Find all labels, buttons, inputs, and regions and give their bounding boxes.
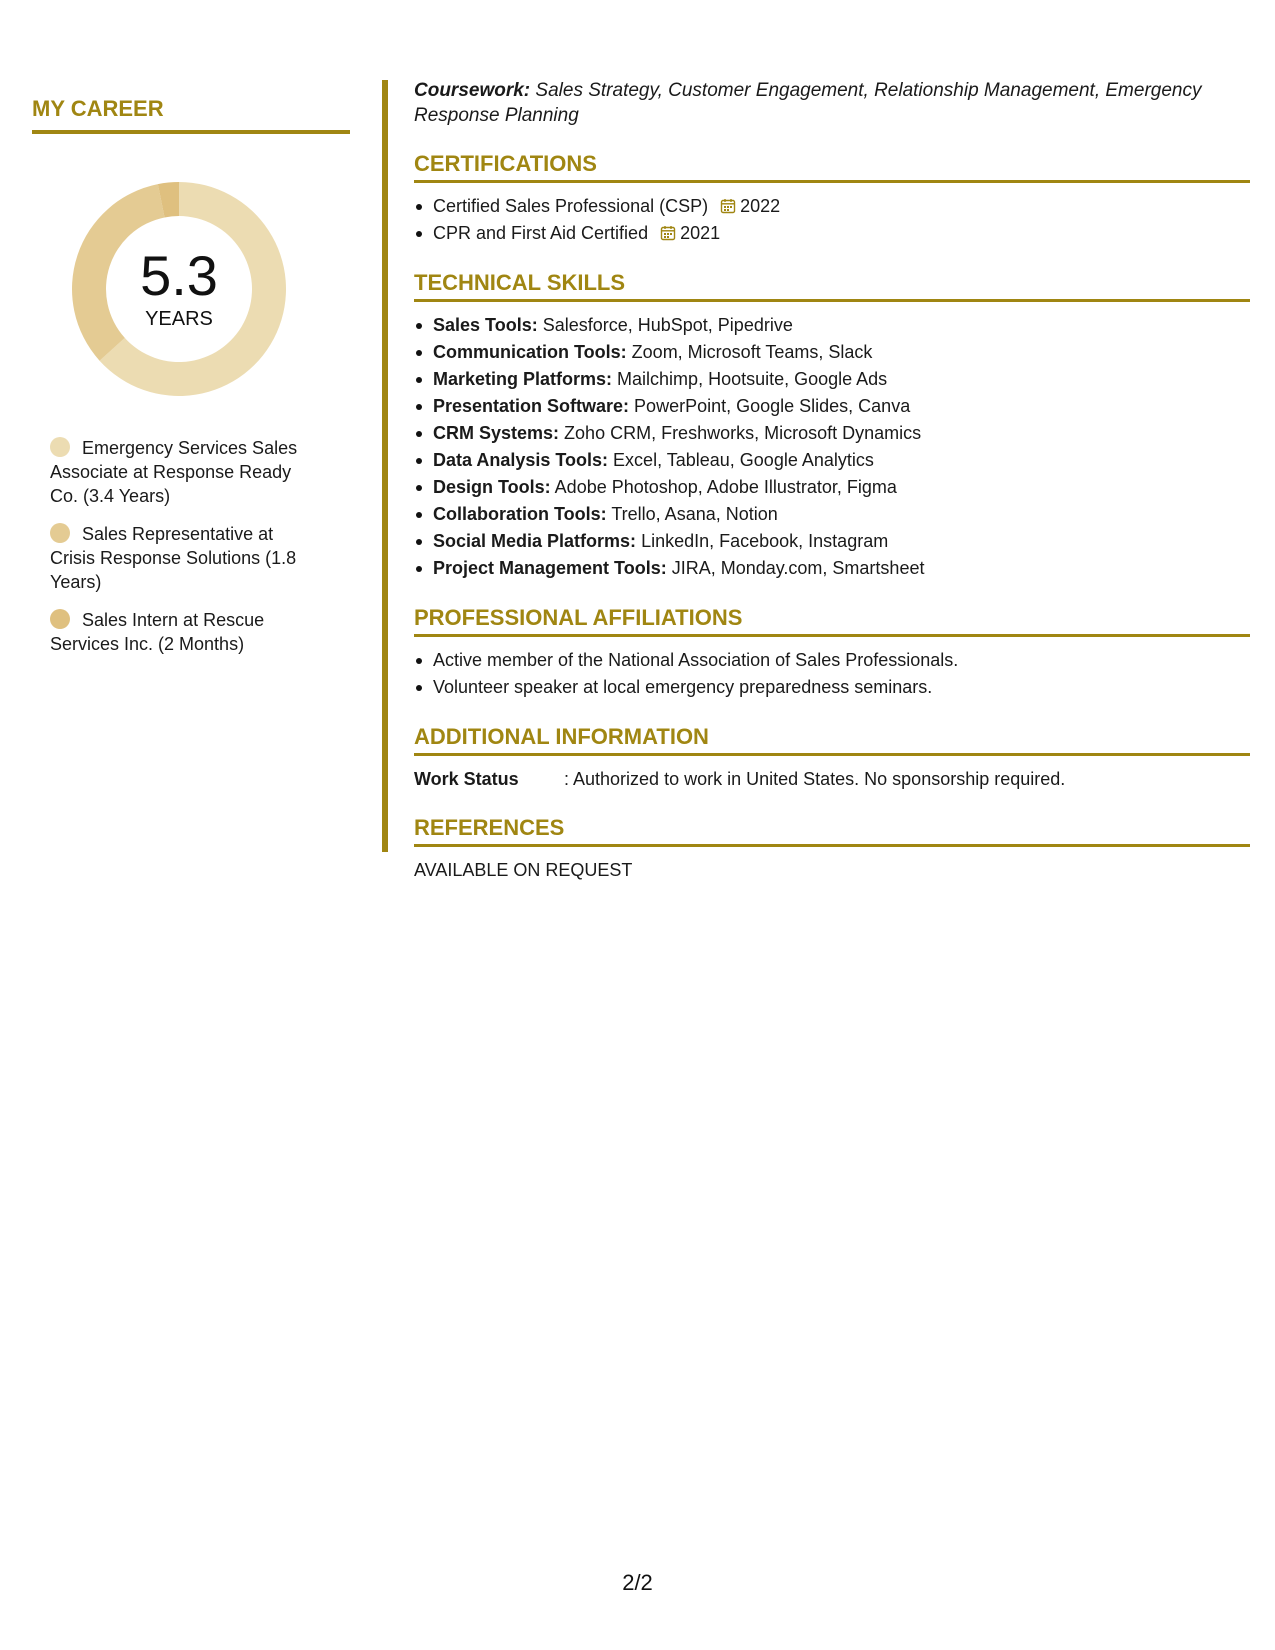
skill-value: PowerPoint, Google Slides, Canva xyxy=(629,396,911,416)
coursework-line xyxy=(414,78,1250,128)
career-donut-chart xyxy=(66,176,292,402)
certification-name: CPR and First Aid Certified xyxy=(433,223,649,243)
skill-label: Presentation Software: xyxy=(433,396,630,416)
skill-label: Communication Tools: xyxy=(433,342,627,362)
skill-label: Project Management Tools: xyxy=(433,558,667,578)
affiliations-list xyxy=(414,647,1250,701)
section-rule xyxy=(414,634,1250,637)
additional-info-title: ADDITIONAL INFORMATION xyxy=(414,724,709,749)
certification-item xyxy=(414,193,1250,220)
section-rule xyxy=(414,844,1250,847)
work-status-row xyxy=(414,766,1250,792)
skill-item xyxy=(414,501,1250,528)
legend-item xyxy=(50,608,320,656)
skill-item xyxy=(414,393,1250,420)
section-rule xyxy=(414,753,1250,756)
skill-label: Data Analysis Tools: xyxy=(433,450,609,470)
career-total-value: 5.3 xyxy=(140,243,218,307)
main-content xyxy=(414,78,1250,883)
skill-item xyxy=(414,339,1250,366)
skill-value: LinkedIn, Facebook, Instagram xyxy=(636,531,889,551)
affiliation-item: Volunteer speaker at local emergency preparedness seminars. xyxy=(414,674,1250,701)
coursework-text: Sales Strategy, Customer Engagement, Relationship Management, Emergency Response Planning xyxy=(414,80,1202,126)
calendar-icon xyxy=(720,198,736,214)
career-total-unit: YEARS xyxy=(145,307,213,330)
donut-center xyxy=(66,176,292,402)
skill-value: Zoho CRM, Freshworks, Microsoft Dynamics xyxy=(559,423,922,443)
certification-name: Certified Sales Professional (CSP) xyxy=(433,196,709,216)
page-number: 2/2 xyxy=(622,1570,653,1595)
references-title: REFERENCES xyxy=(414,815,565,840)
career-panel xyxy=(32,96,350,134)
coursework-label: Coursework: xyxy=(414,80,531,101)
skill-value: JIRA, Monday.com, Smartsheet xyxy=(666,558,925,578)
skill-value: Excel, Tableau, Google Analytics xyxy=(608,450,874,470)
skill-label: Marketing Platforms: xyxy=(433,369,613,389)
legend-item xyxy=(50,436,320,508)
certification-year: 2021 xyxy=(680,223,721,243)
legend-item xyxy=(50,522,320,594)
legend-label: Sales Representative at Crisis Response Solutions (1.8 Years) xyxy=(50,524,297,592)
skill-item xyxy=(414,420,1250,447)
skill-item xyxy=(414,474,1250,501)
career-heading-rule xyxy=(32,130,350,134)
column-divider xyxy=(382,80,388,852)
career-legend xyxy=(50,436,320,670)
skill-item xyxy=(414,312,1250,339)
work-status-key: Work Status xyxy=(414,769,519,789)
certifications-title: CERTIFICATIONS xyxy=(414,151,597,176)
affiliations-title: PROFESSIONAL AFFILIATIONS xyxy=(414,605,743,630)
skill-item xyxy=(414,528,1250,555)
section-rule xyxy=(414,180,1250,183)
career-heading: MY CAREER xyxy=(32,96,164,121)
calendar-icon xyxy=(660,225,676,241)
work-status-value: : Authorized to work in United States. No sponsorship required. xyxy=(564,769,1066,789)
legend-label: Emergency Services Sales Associate at Response Ready Co. (3.4 Years) xyxy=(50,438,298,506)
section-rule xyxy=(414,299,1250,302)
legend-dot xyxy=(50,437,70,457)
skill-item xyxy=(414,447,1250,474)
legend-label: Sales Intern at Rescue Services Inc. (2 Months) xyxy=(50,610,265,654)
skill-value: Salesforce, HubSpot, Pipedrive xyxy=(537,315,793,335)
skill-value: Zoom, Microsoft Teams, Slack xyxy=(626,342,873,362)
legend-dot xyxy=(50,609,70,629)
skill-label: Sales Tools: xyxy=(433,315,538,335)
certification-year: 2022 xyxy=(740,196,781,216)
certifications-list xyxy=(414,193,1250,247)
skill-label: Social Media Platforms: xyxy=(433,531,637,551)
references-text: AVAILABLE ON REQUEST xyxy=(414,860,633,880)
skill-item xyxy=(414,555,1250,582)
skill-label: Collaboration Tools: xyxy=(433,504,607,524)
certification-item xyxy=(414,220,1250,247)
technical-skills-list xyxy=(414,312,1250,582)
skill-label: Design Tools: xyxy=(433,477,551,497)
skill-item xyxy=(414,366,1250,393)
legend-dot xyxy=(50,523,70,543)
skill-value: Mailchimp, Hootsuite, Google Ads xyxy=(612,369,888,389)
skill-value: Trello, Asana, Notion xyxy=(606,504,778,524)
skill-value: Adobe Photoshop, Adobe Illustrator, Figma xyxy=(550,477,897,497)
affiliation-item: Active member of the National Association of Sales Professionals. xyxy=(414,647,1250,674)
technical-skills-title: TECHNICAL SKILLS xyxy=(414,270,626,295)
skill-label: CRM Systems: xyxy=(433,423,560,443)
